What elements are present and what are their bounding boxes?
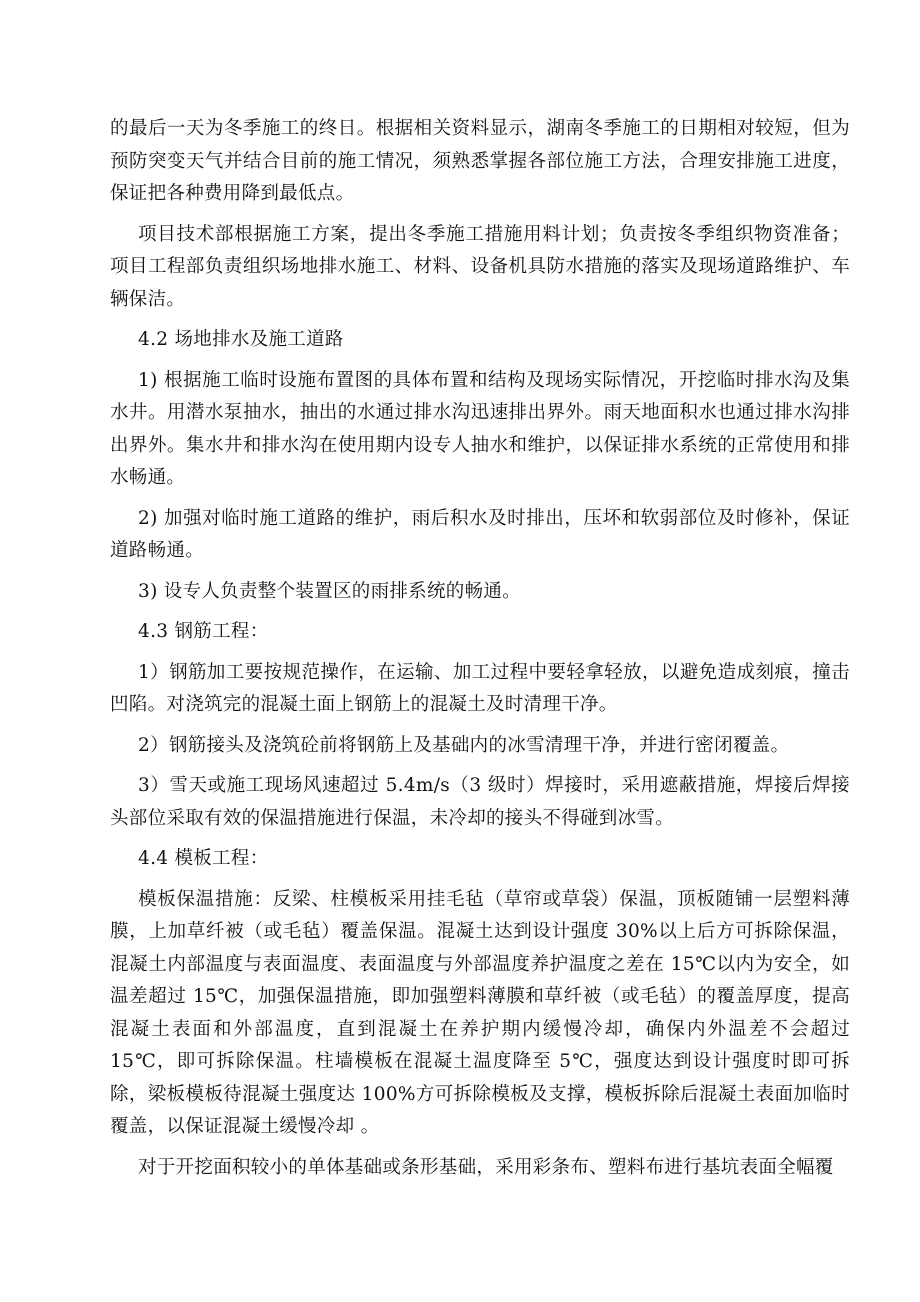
section-heading-4-4: 4.4 模板工程： <box>138 848 269 869</box>
paragraph-rebar-item-1: 1）钢筋加工要按规范操作，在运输、加工过程中要轻拿轻放，以避免造成刻痕，撞击凹陷。对浇筑完的混凝土面上钢筋上的混凝土及时清理干净。 <box>110 661 850 715</box>
paragraph-technical-department: 项目技术部根据施工方案，提出冬季施工措施用料计划；负责按冬季组织物资准备；项目工程部负责组织场地排水施工、材料、设备机具防水措施的落实及现场道路维护、车辆保洁。 <box>110 223 850 310</box>
paragraph-rebar-item-2: 2）钢筋接头及浇筑砼前将钢筋上及基础内的冰雪清理干净，并进行密闭覆盖。 <box>138 734 790 756</box>
section-heading-4-3: 4.3 钢筋工程： <box>138 621 269 642</box>
paragraph-drainage-item-1: 1) 根据施工临时设施布置图的具体布置和结构及现场实际情况，开挖临时排水沟及集水井。用潜水泵抽水，抽出的水通过排水沟迅速排出界外。雨天地面积水也通过排水沟排出界外。集水井和排水沟在使用期内设专人抽水和维护，以保证排水系统的正常使用和排水畅通。 <box>110 369 850 488</box>
paragraph-drainage-item-2: 2) 加强对临时施工道路的维护，雨后积水及时排出，压坏和软弱部位及时修补，保证道路畅通。 <box>110 507 850 561</box>
paragraph-foundation-covering: 对于开挖面积较小的单体基础或条形基础，采用彩条布、塑料布进行基坑表面全幅覆 <box>138 1156 834 1178</box>
document-body <box>110 113 850 1192</box>
paragraph-continuation: 的最后一天为冬季施工的终日。根据相关资料显示，湖南冬季施工的日期相对较短，但为预防突变天气并结合目前的施工情况，须熟悉掌握各部位施工方法，合理安排施工进度，保证把各种费用降到最低点。 <box>110 118 850 204</box>
paragraph-drainage-item-3: 3) 设专人负责整个装置区的雨排系统的畅通。 <box>138 580 521 602</box>
paragraph-rebar-item-3: 3）雪天或施工现场风速超过 5.4m/s（3 级时）焊接时，采用遮蔽措施，焊接后焊接头部位采取有效的保温措施进行保温，未冷却的接头不得碰到冰雪。 <box>110 775 850 829</box>
paragraph-formwork-insulation: 模板保温措施：反梁、柱模板采用挂毛毡（草帘或草袋）保温，顶板随铺一层塑料薄膜，上加草纤被（或毛毡）覆盖保温。混凝土达到设计强度 30%以上后方可拆除保温，混凝土内部温度与表面温度、表面温度与外部温度养护温度之差在 15℃以内为安全，如温差超过 15℃，加强保温措施，即加强塑料薄膜和草纤被（或毛毡）的覆盖厚度，提高混凝土表面和外部温度，直到混凝土在养护期内缓慢冷却，确保内外温差不会超过 15℃，即可拆除保温。柱墙模板在混凝土温度降至 5℃，强度达到设计强度时即可拆除，梁板模板待混凝土强度达 100%方可拆除模板及支撑，模板拆除后混凝土表面加临时覆盖，以保证混凝土缓慢冷却 。 <box>110 888 850 1137</box>
section-heading-4-2: 4.2 场地排水及施工道路 <box>138 329 344 350</box>
